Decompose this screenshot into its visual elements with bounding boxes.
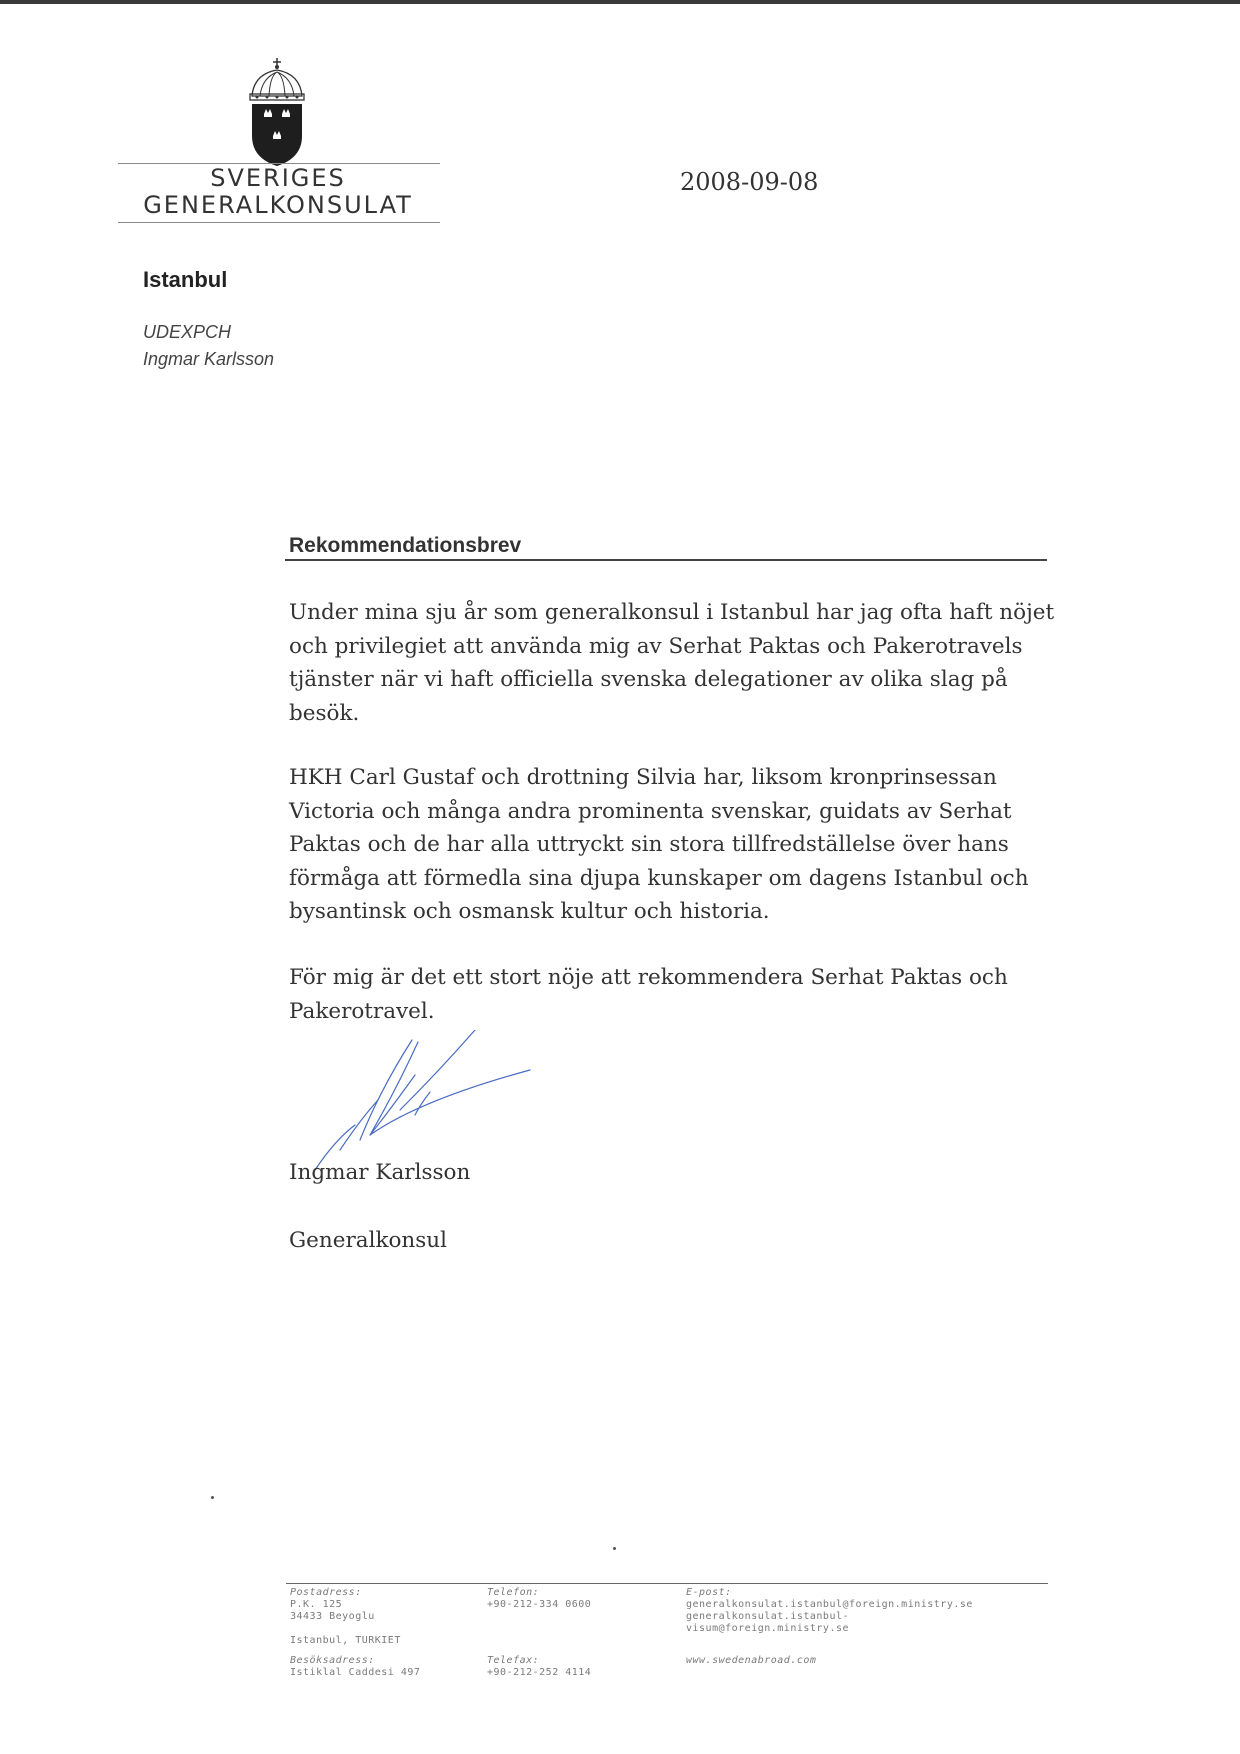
subject-underline [285, 559, 1047, 561]
postal-label: Postadress: [290, 1587, 362, 1598]
text-line: Pakerotravel. [289, 998, 435, 1024]
email-line: generalkonsulat.istanbul@foreign.ministry.se [686, 1599, 973, 1610]
email-line: visum@foreign.ministry.se [686, 1623, 850, 1634]
letter-date: 2008-09-08 [680, 168, 819, 196]
scan-top-edge [0, 0, 1240, 4]
phone-block [487, 1587, 591, 1679]
visit-line: Istiklal Caddesi 497 [290, 1667, 421, 1678]
reference-name: Ingmar Karlsson [143, 349, 275, 369]
text-line: Under mina sju år som generalkonsul i Istanbul har jag ofta haft nöjet [289, 600, 1055, 625]
sender-city: Istanbul [143, 267, 228, 292]
paragraph-1 [289, 596, 1069, 730]
phone-value: +90-212-334 0600 [487, 1599, 592, 1610]
postal-line: P.K. 125 [290, 1599, 343, 1610]
reference-code: UDEXPCH [143, 322, 232, 342]
handwritten-signature [300, 1030, 550, 1180]
text-line: HKH Carl Gustaf och drottning Silvia har, liksom kronprinsessan [289, 765, 997, 790]
scan-speck [613, 1547, 616, 1550]
paragraph-3 [289, 961, 1069, 1028]
fax-value: +90-212-252 4114 [487, 1667, 592, 1678]
postal-city: Istanbul, TURKIET [290, 1635, 401, 1646]
footer-rule [286, 1583, 1048, 1584]
org-name-line2: GENERALKONSULAT [143, 191, 413, 219]
text-line: och privilegiet att använda mig av Serhat Paktas och Pakerotravels [289, 633, 1023, 659]
text-line: besök. [289, 700, 360, 726]
three-crowns-crest-icon [244, 56, 310, 168]
signatory-name: Ingmar Karlsson [289, 1160, 471, 1185]
paragraph-2 [289, 761, 1069, 929]
org-name-line1: SVERIGES [210, 164, 346, 192]
text-line: För mig är det ett stort nöje att rekommendera Serhat Paktas och [289, 965, 1008, 990]
phone-label: Telefon: [487, 1587, 540, 1598]
scan-speck [211, 1496, 214, 1499]
header-rule-bottom [118, 222, 440, 223]
email-label: E-post: [686, 1587, 732, 1598]
text-line: bysantinsk och osmansk kultur och historia. [289, 899, 770, 924]
text-line: Victoria och många andra prominenta svenskar, guidats av Serhat [289, 798, 1012, 824]
fax-label: Telefax: [487, 1655, 540, 1666]
postal-line: 34433 Beyoglu [290, 1611, 375, 1622]
text-line: förmåga att förmedla sina djupa kunskaper om dagens Istanbul och [289, 865, 1029, 891]
visit-label: Besöksadress: [290, 1655, 375, 1666]
text-line: tjänster när vi haft officiella svenska delegationer av olika slag på [289, 667, 1008, 692]
postal-address-block [290, 1587, 420, 1679]
text-line: Paktas och de har alla uttryckt sin stora tillfredställelse över hans [289, 832, 1009, 857]
letter-subject: Rekommendationsbrev [289, 534, 522, 557]
email-block [686, 1587, 973, 1667]
email-line: generalkonsulat.istanbul- [686, 1611, 850, 1622]
website: www.swedenabroad.com [686, 1655, 817, 1666]
signatory-title: Generalkonsul [289, 1228, 448, 1253]
